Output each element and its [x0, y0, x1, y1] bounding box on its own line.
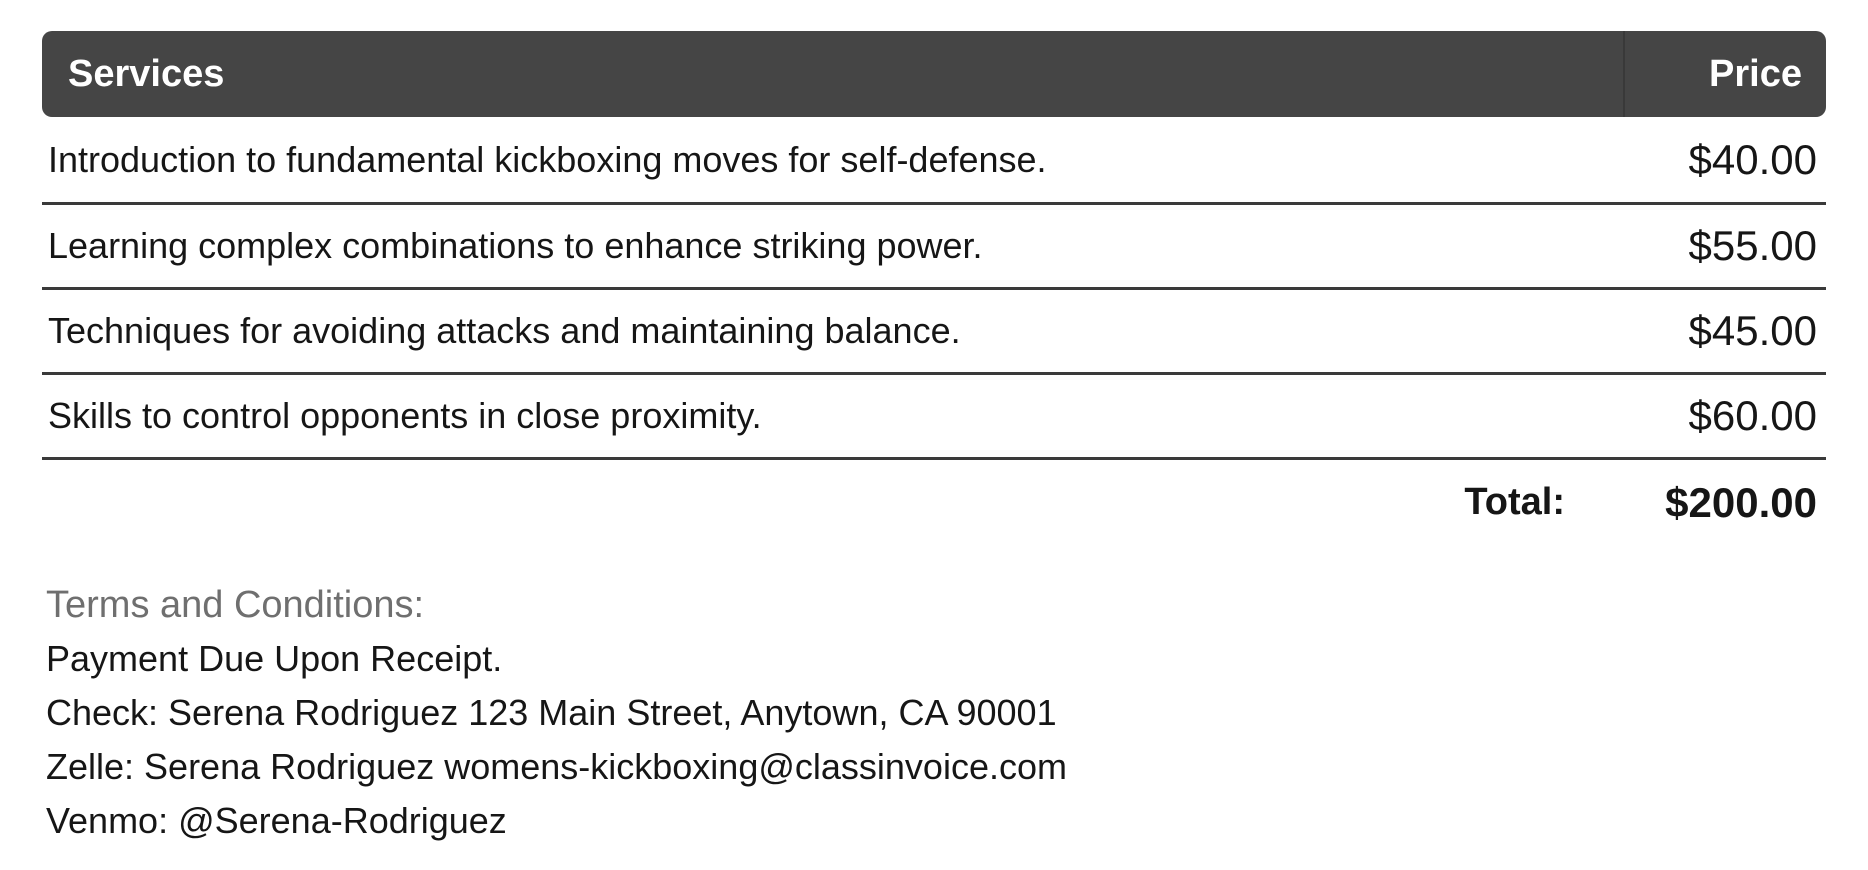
service-description: Learning complex combinations to enhance striking power. — [42, 202, 1623, 287]
table-row — [42, 117, 1826, 202]
total-label: Total: — [42, 457, 1623, 545]
service-price: $40.00 — [1688, 135, 1817, 183]
service-description: Introduction to fundamental kickboxing moves for self-defense. — [48, 138, 1047, 180]
terms-line-check: Check: Serena Rodriguez 123 Main Street, Anytown, CA 90001 — [46, 692, 1057, 733]
total-value: $200.00 — [1623, 457, 1826, 545]
services-table — [42, 31, 1826, 545]
terms-section — [42, 578, 1826, 848]
terms-line-zelle: Zelle: Serena Rodriguez womens-kickboxing@classinvoice.com — [46, 746, 1067, 787]
table-row — [42, 202, 1826, 287]
terms-heading: Terms and Conditions: — [46, 584, 425, 626]
total-row — [42, 457, 1826, 545]
service-price: $55.00 — [1623, 202, 1826, 287]
service-price: $45.00 — [1623, 287, 1826, 372]
service-price: $60.00 — [1623, 372, 1826, 457]
terms-line-payment: Payment Due Upon Receipt. — [46, 638, 503, 679]
table-header-row — [42, 31, 1826, 117]
services-column-header: Services — [42, 31, 1623, 117]
price-column-header: Price — [1623, 31, 1826, 117]
table-row — [42, 372, 1826, 457]
terms-line-venmo: Venmo: @Serena-Rodriguez — [46, 800, 507, 841]
service-description: Skills to control opponents in close proximity. — [42, 372, 1623, 457]
service-description: Techniques for avoiding attacks and maintaining balance. — [42, 287, 1623, 372]
table-row — [42, 287, 1826, 372]
